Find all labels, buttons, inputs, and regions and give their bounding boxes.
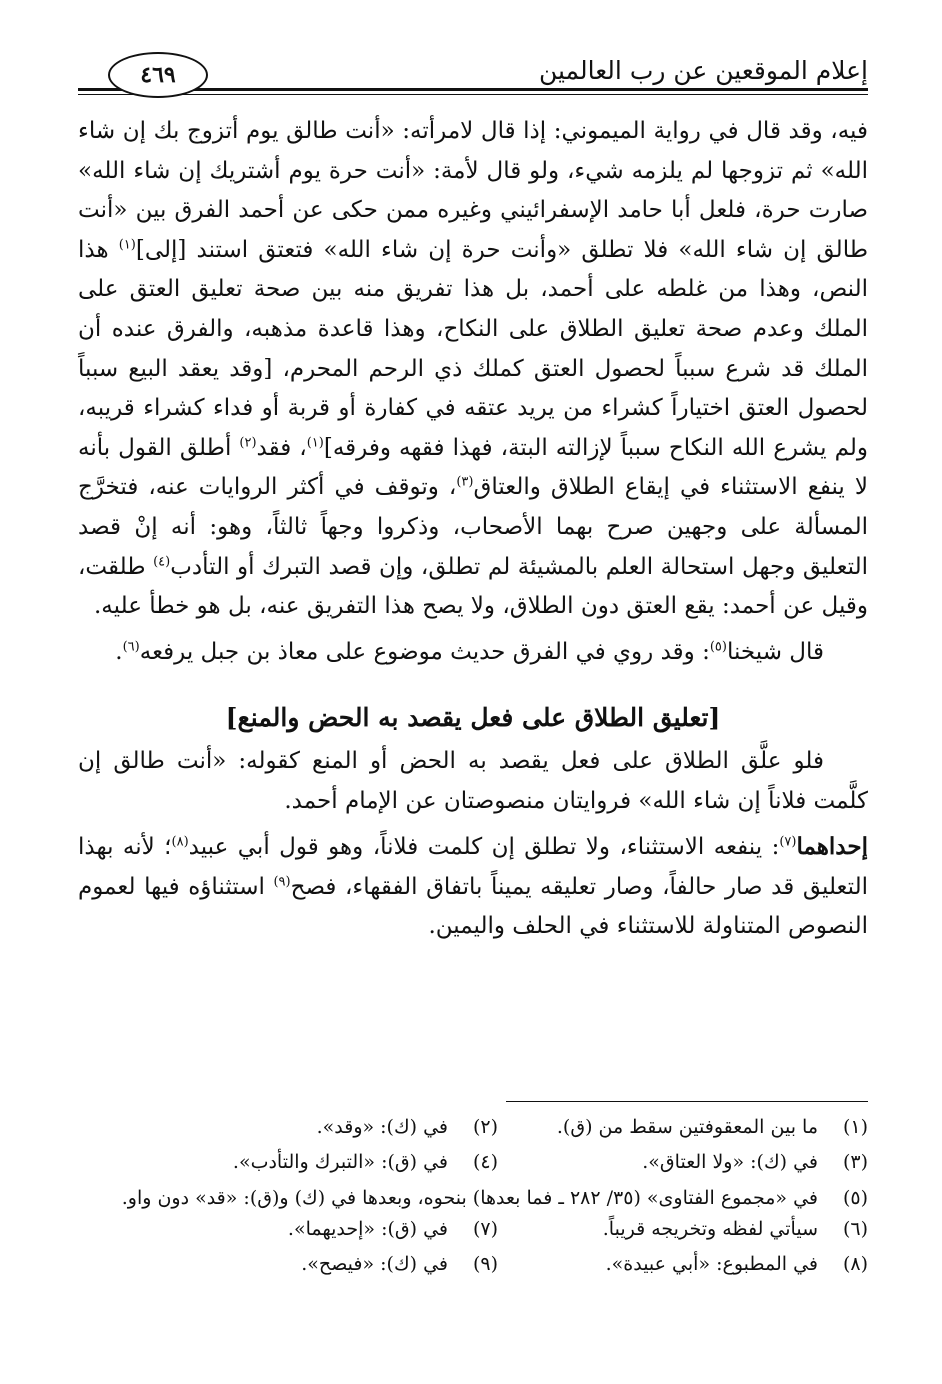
paragraph: إحداهما$^{(٧)}$: ينفعه الاستثناء، ولا تطلق إن كلمت فلاناً، وهو قول أبي عبيد$^{(٨)}$؛ لأنه بهذا التعليق قد صار حالفاً، وصار تعليقه يميناً باتفاق الفقهاء، فصح$^{(٩)}$ استثناؤه فيها لعموم النصوص المتناولة للاستثناء في الحلف واليمين. — [78, 833, 868, 940]
footnote-ref: (٣) — [456, 474, 474, 490]
footnote-ref: (١) — [118, 237, 136, 253]
page-header — [78, 52, 868, 102]
paragraph: فيه، وقد قال في رواية الميموني: إذا قال لامرأته: «أنت طالق يوم أتزوج بك إن شاء الله» ثم تزوجها لم يلزمه شيء، ولو قال لأمة: «أنت حرة يوم أشتريك إن شاء الله» صارت حرة، فلعل أبا حامد الإسفرائيني وغيره ممن حكى عن أحمد الفرق بين «أنت طالق إن شاء الله» فلا تطلق «وأنت حرة إن شاء الله» فتعتق استند [إلى]$^{(١)}$ هذا النص، وهذا من غلطه على أحمد، بل هذا تفريق منه بين صحة تعليق العتق على الملك وعدم صحة تعليق الطلاق على النكاح، وهذا قاعدة مذهبه، والفرق عنده أن الملك قد شرع سبباً لحصول العتق كملك ذي الرحم المحرم، [وقد يعقد البيع سبباً لحصول العتق اختياراً كشراء من يريد عتقه في كفارة أو قربة أو فداء كشراء قريبه، ولم يشرع الله النكاح سبباً لإزالته البتة، فهذا فقهه وفرقه]$^{(١)}$، فقد$^{(٢)}$ أطلق القول بأنه لا ينفع الاستثناء في إيقاع الطلاق والعتاق$^{(٣)}$، وتوقف في أكثر الروايات عنه، فتخرَّج المسألة على وجهين صرح بهما الأصحاب، وذكروا وجهاً ثالثاً، وهو: أنه إنْ قصد التعليق وجهل استحالة العلم بالمشيئة لم تطلق، وإن قصد التبرك أو التأدب$^{(٤)}$ طلقت، وقيل عن أحمد: يقع العتق دون الطلاق، ولا يصح هذا التفريق عنه، بل هو خطأ عليه. — [78, 118, 869, 620]
footnote-ref: (٥) — [709, 639, 727, 655]
footnote-row — [78, 1180, 868, 1212]
footnote-row — [78, 1247, 868, 1282]
footnote: (٣)في (ك): «ولا العتاق». — [642, 1151, 868, 1173]
main-text — [78, 112, 868, 947]
footnote: (٨)في المطبوع: «أبي عبيدة». — [605, 1253, 868, 1275]
footnote: (٤)في (ق): «التبرك والتأدب». — [232, 1151, 498, 1173]
page-number: ٤٦٩ — [108, 52, 208, 98]
footnotes — [78, 1110, 868, 1282]
footnote-ref: (٢) — [239, 435, 257, 451]
footnote: (٩)في (ك): «فيصح». — [301, 1253, 498, 1275]
footnote: (٧)في (ق): «إحديهما». — [287, 1218, 498, 1240]
running-title: إعلام الموقعين عن رب العالمين — [538, 56, 868, 85]
footnote: (٦)سيأتي لفظه وتخريجه قريباً. — [602, 1218, 868, 1240]
footnote-ref: (٤) — [153, 553, 171, 569]
paragraph: قال شيخنا$^{(٥)}$: وقد روي في الفرق حديث موضوع على معاذ بن جبل يرفعه$^{(٦)}$. — [115, 638, 824, 665]
footnote-ref: (٨) — [171, 834, 189, 850]
header-rule-thin — [78, 94, 868, 95]
footnote: (٢)في (ك): «وقد». — [316, 1116, 498, 1138]
footnote-row — [78, 1110, 868, 1145]
footnote-separator — [506, 1101, 868, 1102]
footnote: (٥)في «مجموع الفتاوى» (٣٥/ ٢٨٢ ـ فما بعدها) بنحوه، وبعدها في (ك) و(ق): «قد» دون واو. — [121, 1187, 868, 1209]
paragraph: فلو علَّق الطلاق على فعل يقصد به الحض أو المنع كقوله: «أنت طالق إن كلَّمت فلاناً إن شاء الله» فروايتان منصوصتان عن الإمام أحمد. — [78, 747, 868, 814]
section-heading: [تعليق الطلاق على فعل يقصد به الحض والمنع] — [225, 703, 721, 733]
footnote-ref: (٦) — [122, 639, 140, 655]
footnote-ref: (٩) — [273, 874, 291, 890]
footnote-ref: (١) — [306, 435, 324, 451]
footnote-row — [78, 1145, 868, 1180]
footnote-ref: (٧) — [779, 834, 797, 850]
footnote-row — [78, 1212, 868, 1247]
footnote: (١)ما بين المعقوفتين سقط من (ق). — [556, 1116, 868, 1138]
